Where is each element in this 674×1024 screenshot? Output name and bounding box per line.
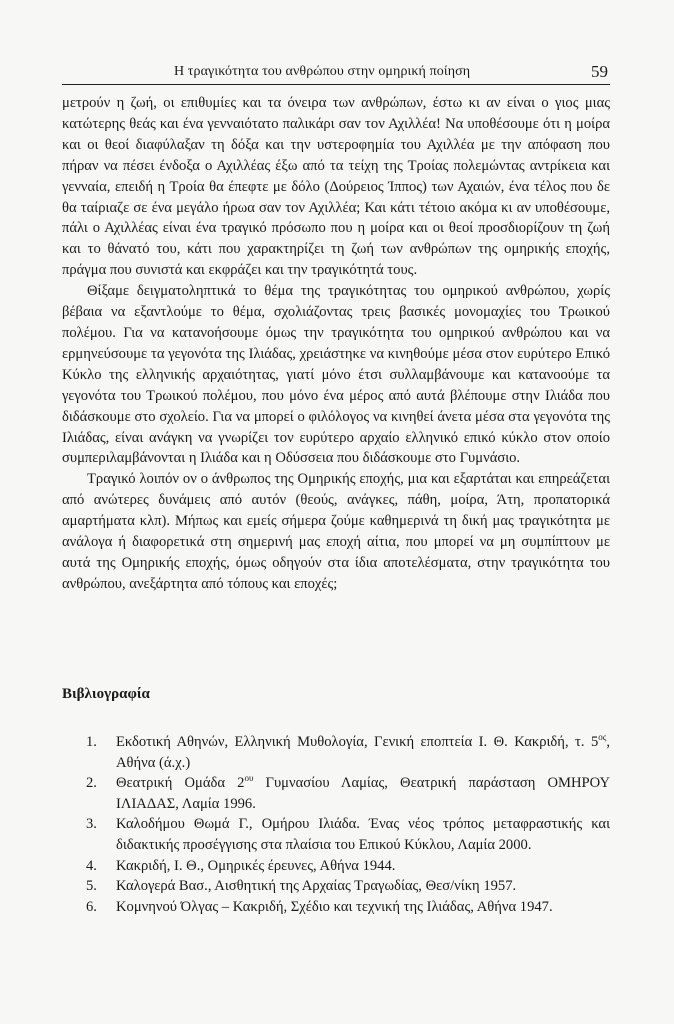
bibliography-list (86, 732, 610, 917)
paragraph-1: μετρούν η ζωή, οι επιθυμίες και τα όνειρα των ανθρώπων, έστω κι αν είναι ο γιος μιας κατώτερης θεάς και ένα γενναιότατο παλικάρι σαν τον Αχιλλέα! Να υποθέσουμε ότι η μοίρα και οι θεοί διαφύλαξαν τη δόξα και την υστεροφημία του Αχιλλέα με την απόφαση που πήραν να πέσει ένδοξα ο Αχιλλέας έξω από τα τείχη της Τροίας πολεμώντας αντρίκεια και γενναία, επειδή η Τροία θα έπεφτε με δόλο (Δούρειος Ίππος) των Αχαιών, ένα τέλος που δε θα ταίριαζε σε ένα μεγάλο ήρωα σαν τον Αχιλλέα; Και κάτι τέτοιο ακόμα κι αν υποθέσουμε, πάλι ο Αχιλλέας είναι ένα τραγικό πρόσωπο που η μοίρα και οι θεοί προσδιορίζουν τη ζωή και το θάνατό του, κάτι που χαρακτηρίζει τη ζωή των ανθρώπων της ομηρικής εποχής, πράγμα που συνιστά και εκφράζει και την τραγικότητά τους. (62, 95, 610, 279)
paragraph-2: Θίξαμε δειγματοληπτικά το θέμα της τραγικότητας του ομηρικού ανθρώπου, χωρίς βέβαια να εξαντλούμε το θέμα, σχολιάζοντας τρεις βασικές μονομαχίες του Τρωικού πολέμου. Για να κατανοήσουμε όμως την τραγικότητα του ομηρικού ανθρώπου και να ερμηνεύσουμε τα γεγονότα της Ιλιάδας, χρειάστηκε να κινηθούμε μέσα στον ευρύτερο Επικό Κύκλο της ελληνικής αρχαιότητας, γιατί μόνο έτσι συλλαμβάνουμε και κατανοούμε τα γεγονότα του Τρωικού πολέμου, που μόνο ένα μέρος από αυτά βλέπουμε στην Ιλιάδα που διδάσκουμε στο σχολείο. Για να μπορεί ο φιλόλογος να κινηθεί άνετα μέσα στα γεγονότα της Ιλιάδας, είναι ανάγκη να γνωρίζει τον ευρύτερο αρχαίο ελληνικό επικό κύκλο στον οποίο συμπεριλαμβάνονται η Ιλιάδα και η Οδύσσεια που διδάσκουμε στο Γυμνάσιο. (62, 283, 610, 467)
item-number: 2. (86, 775, 97, 792)
item-superscript: ου (244, 773, 254, 784)
header-title: Η τραγικότητα του ανθρώπου στην ομηρική ποίηση (174, 64, 471, 79)
item-number: 1. (86, 734, 97, 750)
item-text-after: Γυμνασίου Λαμίας, Θεατρική παράσταση ΟΜΗΡΟΥ ΙΛΙΑΔΑΣ, Λαμία 1996. (116, 775, 610, 812)
bibliography-heading: Βιβλιογραφία (62, 686, 150, 702)
item-superscript: ος (598, 732, 607, 743)
item-text: Θεατρική Ομάδα 2 (116, 775, 245, 792)
item-number: 3. (86, 816, 97, 833)
item-text: Κομνηνού Όλγας – Κακριδή, Σχέδιο και τεχνική της Ιλιάδας, Αθήνα 1947. (116, 898, 553, 915)
item-text: Εκδοτική Αθηνών, Ελληνική Μυθολογία, Γενική εποπτεία Ι. Θ. Κακριδή, τ. 5 (116, 734, 599, 750)
page-number: 59 (591, 62, 608, 81)
body-text (62, 93, 610, 595)
item-number: 4. (86, 857, 97, 874)
item-number: 6. (86, 898, 97, 915)
bibliography-item (86, 897, 610, 918)
bibliography-item (86, 876, 610, 897)
item-number: 5. (86, 878, 97, 895)
bibliography-item (86, 732, 610, 773)
item-text: Καλογερά Βασ., Αισθητική της Αρχαίας Τραγωδίας, Θεσ/νίκη 1957. (116, 878, 517, 895)
item-text: Κακριδή, Ι. Θ., Ομηρικές έρευνες, Αθήνα 1944. (116, 857, 396, 874)
item-text-after: , Αθήνα (ά.χ.) (116, 734, 610, 771)
bibliography-item (86, 856, 610, 877)
bibliography-item (86, 773, 610, 814)
paragraph-3: Τραγικό λοιπόν ον ο άνθρωπος της Ομηρικής εποχής, μια και εξαρτάται και επηρεάζεται από ανώτερες δυνάμεις από αυτόν (θεούς, ανάγκες, πάθη, μοίρα, Άτη, προπατορικά αμαρτήματα κλπ). Μήπως και εμείς σήμερα ζούμε καθημερινά τη δική μας τραγικότητα με ανάλογα ή διαφορετικά στη σημερινή μας εποχή αίτια, που μπορεί να μη συμπίπτουν με αυτά της Ομηρικής εποχής, όμως οδηγούν στα ίδια αποτελέσματα, στην τραγικότητα του ανθρώπου, ανεξάρτητα από τόπους και εποχές; (62, 471, 610, 592)
bibliography-item (86, 814, 610, 855)
running-header (62, 62, 610, 85)
item-text: Καλοδήμου Θωμά Γ., Ομήρου Ιλιάδα. Ένας νέος τρόπος μεταφραστικής και διδακτικής προσέγγισης στα πλαίσια του Επικού Κύκλου, Λαμία 2000. (116, 816, 610, 853)
